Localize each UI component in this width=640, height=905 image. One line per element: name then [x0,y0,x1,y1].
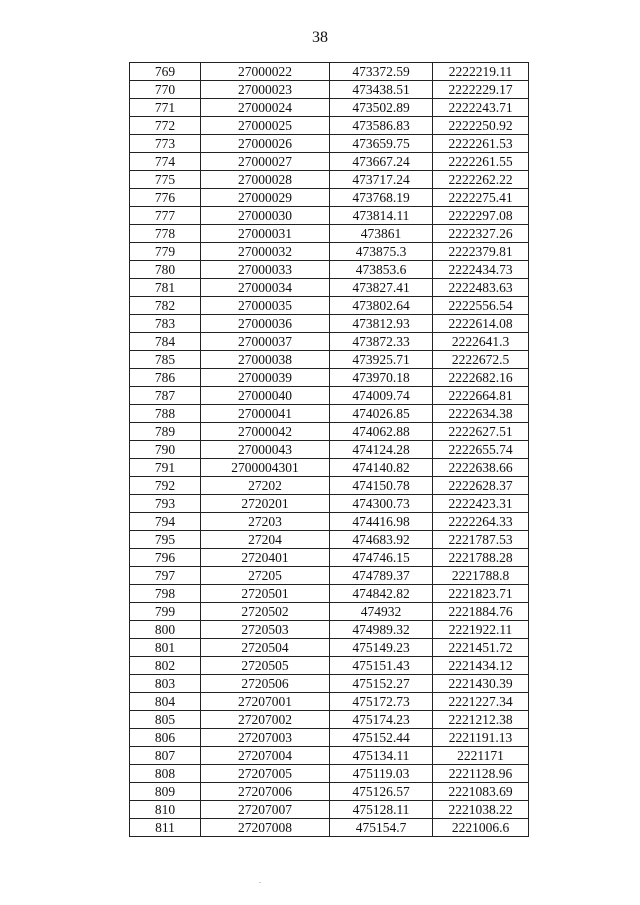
point-index-cell: 806 [130,729,201,747]
point-index-cell: 803 [130,675,201,693]
y-coordinate-cell: 2222379.81 [433,243,529,261]
y-coordinate-cell: 2221038.22 [433,801,529,819]
table-row [130,711,529,729]
table-row [130,801,529,819]
x-coordinate-cell: 475151.43 [330,657,433,675]
point-index-cell: 790 [130,441,201,459]
point-index-cell: 808 [130,765,201,783]
y-coordinate-cell: 2222628.37 [433,477,529,495]
table-row [130,243,529,261]
table-row [130,495,529,513]
table-row [130,351,529,369]
y-coordinate-cell: 2222219.11 [433,63,529,81]
y-coordinate-cell: 2222483.63 [433,279,529,297]
table-row [130,441,529,459]
point-id-cell: 27000032 [201,243,330,261]
point-id-cell: 2720504 [201,639,330,657]
x-coordinate-cell: 475174.23 [330,711,433,729]
x-coordinate-cell: 474989.32 [330,621,433,639]
point-id-cell: 27207003 [201,729,330,747]
y-coordinate-cell: 2221128.96 [433,765,529,783]
y-coordinate-cell: 2222423.31 [433,495,529,513]
point-index-cell: 783 [130,315,201,333]
table-row [130,675,529,693]
x-coordinate-cell: 473717.24 [330,171,433,189]
y-coordinate-cell: 2221788.28 [433,549,529,567]
point-id-cell: 27207004 [201,747,330,765]
x-coordinate-cell: 473768.19 [330,189,433,207]
point-index-cell: 791 [130,459,201,477]
x-coordinate-cell: 474683.92 [330,531,433,549]
x-coordinate-cell: 473812.93 [330,315,433,333]
x-coordinate-cell: 475119.03 [330,765,433,783]
y-coordinate-cell: 2221083.69 [433,783,529,801]
point-id-cell: 27000035 [201,297,330,315]
x-coordinate-cell: 474416.98 [330,513,433,531]
y-coordinate-cell: 2222664.81 [433,387,529,405]
y-coordinate-cell: 2222261.55 [433,153,529,171]
point-index-cell: 782 [130,297,201,315]
point-id-cell: 2720503 [201,621,330,639]
x-coordinate-cell: 473853.6 [330,261,433,279]
x-coordinate-cell: 475126.57 [330,783,433,801]
point-index-cell: 775 [130,171,201,189]
point-id-cell: 27000036 [201,315,330,333]
point-index-cell: 788 [130,405,201,423]
table-row [130,387,529,405]
point-id-cell: 2720506 [201,675,330,693]
table-row [130,171,529,189]
table-row [130,585,529,603]
point-index-cell: 793 [130,495,201,513]
table-row [130,333,529,351]
x-coordinate-cell: 475128.11 [330,801,433,819]
x-coordinate-cell: 473438.51 [330,81,433,99]
y-coordinate-cell: 2222634.38 [433,405,529,423]
x-coordinate-cell: 473875.3 [330,243,433,261]
y-coordinate-cell: 2221191.13 [433,729,529,747]
y-coordinate-cell: 2222261.53 [433,135,529,153]
page-number: 38 [312,29,328,46]
point-index-cell: 776 [130,189,201,207]
point-index-cell: 773 [130,135,201,153]
point-id-cell: 27207006 [201,783,330,801]
point-index-cell: 809 [130,783,201,801]
table-row [130,567,529,585]
table-row [130,603,529,621]
table-row [130,423,529,441]
point-id-cell: 27000033 [201,261,330,279]
point-id-cell: 27000041 [201,405,330,423]
x-coordinate-cell: 475152.27 [330,675,433,693]
point-id-cell: 27000027 [201,153,330,171]
point-index-cell: 798 [130,585,201,603]
point-index-cell: 810 [130,801,201,819]
table-row [130,531,529,549]
point-id-cell: 27000029 [201,189,330,207]
x-coordinate-cell: 473861 [330,225,433,243]
point-index-cell: 799 [130,603,201,621]
point-id-cell: 27203 [201,513,330,531]
point-id-cell: 27205 [201,567,330,585]
y-coordinate-cell: 2221430.39 [433,675,529,693]
y-coordinate-cell: 2222297.08 [433,207,529,225]
point-id-cell: 27000034 [201,279,330,297]
point-id-cell: 27204 [201,531,330,549]
x-coordinate-cell: 474300.73 [330,495,433,513]
y-coordinate-cell: 2222627.51 [433,423,529,441]
x-coordinate-cell: 475154.7 [330,819,433,837]
y-coordinate-cell: 2222229.17 [433,81,529,99]
point-index-cell: 774 [130,153,201,171]
y-coordinate-cell: 2222262.22 [433,171,529,189]
table-row [130,477,529,495]
table-row [130,261,529,279]
point-index-cell: 800 [130,621,201,639]
point-id-cell: 27000043 [201,441,330,459]
x-coordinate-cell: 475152.44 [330,729,433,747]
x-coordinate-cell: 473827.41 [330,279,433,297]
y-coordinate-cell: 2221884.76 [433,603,529,621]
x-coordinate-cell: 475172.73 [330,693,433,711]
point-id-cell: 2720501 [201,585,330,603]
y-coordinate-cell: 2222614.08 [433,315,529,333]
table-row [130,225,529,243]
point-index-cell: 805 [130,711,201,729]
point-id-cell: 27000038 [201,351,330,369]
point-id-cell: 27207005 [201,765,330,783]
table-row [130,621,529,639]
point-index-cell: 780 [130,261,201,279]
table-row [130,315,529,333]
x-coordinate-cell: 475134.11 [330,747,433,765]
table-row [130,405,529,423]
table-row [130,819,529,837]
x-coordinate-cell: 473667.24 [330,153,433,171]
point-index-cell: 804 [130,693,201,711]
y-coordinate-cell: 2222655.74 [433,441,529,459]
point-index-cell: 779 [130,243,201,261]
y-coordinate-cell: 2222556.54 [433,297,529,315]
x-coordinate-cell: 474932 [330,603,433,621]
point-id-cell: 27000022 [201,63,330,81]
table-row [130,153,529,171]
point-id-cell: 27000030 [201,207,330,225]
coordinates-table-body [130,63,529,837]
x-coordinate-cell: 473970.18 [330,369,433,387]
y-coordinate-cell: 2221451.72 [433,639,529,657]
table-row [130,135,529,153]
y-coordinate-cell: 2221788.8 [433,567,529,585]
point-id-cell: 27207002 [201,711,330,729]
point-id-cell: 27000024 [201,99,330,117]
x-coordinate-cell: 475149.23 [330,639,433,657]
y-coordinate-cell: 2221212.38 [433,711,529,729]
x-coordinate-cell: 474009.74 [330,387,433,405]
table-row [130,549,529,567]
point-id-cell: 27207001 [201,693,330,711]
x-coordinate-cell: 474842.82 [330,585,433,603]
y-coordinate-cell: 2221006.6 [433,819,529,837]
point-id-cell: 27202 [201,477,330,495]
point-index-cell: 781 [130,279,201,297]
point-id-cell: 27000042 [201,423,330,441]
x-coordinate-cell: 474746.15 [330,549,433,567]
point-id-cell: 2700004301 [201,459,330,477]
table-row [130,765,529,783]
x-coordinate-cell: 474124.28 [330,441,433,459]
table-row [130,99,529,117]
y-coordinate-cell: 2222275.41 [433,189,529,207]
table-row [130,693,529,711]
point-id-cell: 27207008 [201,819,330,837]
table-row [130,81,529,99]
x-coordinate-cell: 473814.11 [330,207,433,225]
x-coordinate-cell: 474062.88 [330,423,433,441]
table-row [130,117,529,135]
scan-artifact-dot [259,882,261,883]
point-index-cell: 777 [130,207,201,225]
y-coordinate-cell: 2221434.12 [433,657,529,675]
point-id-cell: 27000031 [201,225,330,243]
x-coordinate-cell: 473659.75 [330,135,433,153]
x-coordinate-cell: 474789.37 [330,567,433,585]
table-row [130,369,529,387]
x-coordinate-cell: 474026.85 [330,405,433,423]
coordinates-table [129,62,529,837]
point-id-cell: 27207007 [201,801,330,819]
y-coordinate-cell: 2221227.34 [433,693,529,711]
point-id-cell: 27000026 [201,135,330,153]
y-coordinate-cell: 2222250.92 [433,117,529,135]
table-row [130,297,529,315]
point-index-cell: 794 [130,513,201,531]
point-id-cell: 27000040 [201,387,330,405]
point-index-cell: 802 [130,657,201,675]
table-row [130,459,529,477]
point-index-cell: 797 [130,567,201,585]
point-id-cell: 2720201 [201,495,330,513]
table-row [130,189,529,207]
table-row [130,747,529,765]
point-id-cell: 27000025 [201,117,330,135]
point-index-cell: 811 [130,819,201,837]
y-coordinate-cell: 2221922.11 [433,621,529,639]
y-coordinate-cell: 2221171 [433,747,529,765]
point-index-cell: 789 [130,423,201,441]
y-coordinate-cell: 2222682.16 [433,369,529,387]
point-index-cell: 801 [130,639,201,657]
point-index-cell: 786 [130,369,201,387]
x-coordinate-cell: 474150.78 [330,477,433,495]
point-id-cell: 2720502 [201,603,330,621]
point-index-cell: 784 [130,333,201,351]
x-coordinate-cell: 473872.33 [330,333,433,351]
table-row [130,729,529,747]
x-coordinate-cell: 473802.64 [330,297,433,315]
point-id-cell: 27000039 [201,369,330,387]
x-coordinate-cell: 473925.71 [330,351,433,369]
point-index-cell: 785 [130,351,201,369]
table-row [130,513,529,531]
table-row [130,783,529,801]
point-index-cell: 769 [130,63,201,81]
point-index-cell: 787 [130,387,201,405]
x-coordinate-cell: 473372.59 [330,63,433,81]
y-coordinate-cell: 2222327.26 [433,225,529,243]
y-coordinate-cell: 2221823.71 [433,585,529,603]
x-coordinate-cell: 473586.83 [330,117,433,135]
y-coordinate-cell: 2222264.33 [433,513,529,531]
y-coordinate-cell: 2222638.66 [433,459,529,477]
point-id-cell: 27000037 [201,333,330,351]
point-index-cell: 771 [130,99,201,117]
point-index-cell: 770 [130,81,201,99]
y-coordinate-cell: 2222672.5 [433,351,529,369]
table-row [130,639,529,657]
point-id-cell: 27000028 [201,171,330,189]
point-id-cell: 2720401 [201,549,330,567]
point-index-cell: 772 [130,117,201,135]
y-coordinate-cell: 2222243.71 [433,99,529,117]
y-coordinate-cell: 2221787.53 [433,531,529,549]
y-coordinate-cell: 2222641.3 [433,333,529,351]
point-index-cell: 778 [130,225,201,243]
y-coordinate-cell: 2222434.73 [433,261,529,279]
point-index-cell: 796 [130,549,201,567]
point-id-cell: 27000023 [201,81,330,99]
table-row [130,279,529,297]
x-coordinate-cell: 474140.82 [330,459,433,477]
table-row [130,657,529,675]
point-index-cell: 792 [130,477,201,495]
table-row [130,63,529,81]
table-row [130,207,529,225]
point-id-cell: 2720505 [201,657,330,675]
point-index-cell: 807 [130,747,201,765]
point-index-cell: 795 [130,531,201,549]
coordinates-table-container [129,62,529,837]
x-coordinate-cell: 473502.89 [330,99,433,117]
